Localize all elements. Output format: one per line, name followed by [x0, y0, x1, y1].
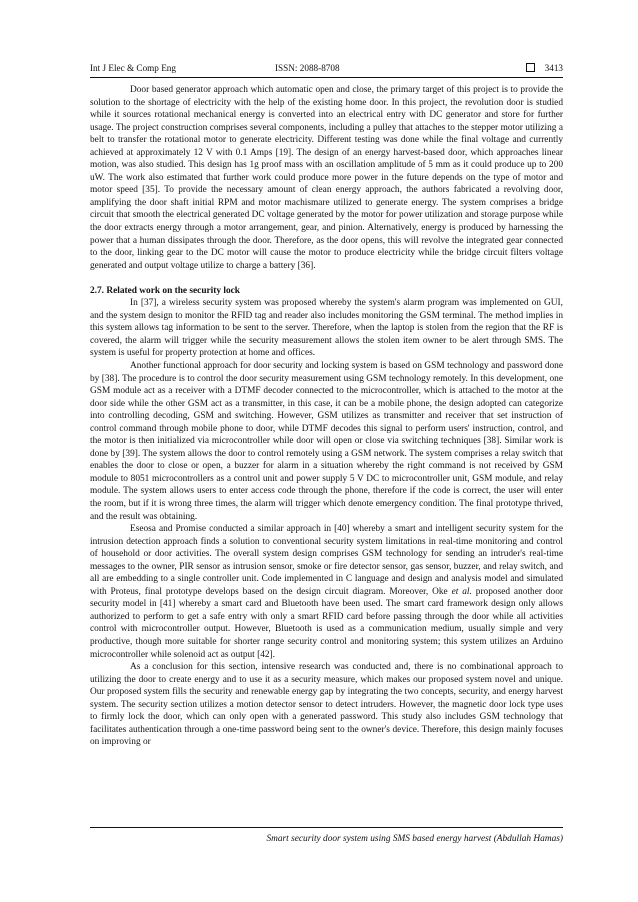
paragraph-text: proposed another door security model in [41] whereby a smart card and Bluetooth have been used. The smart card framework design only allows authorized to perform to get a safe entry with only a smart RFID card before passing through the door while all activities control with microcontroller output. However, Bluetooth is used as a communication medium, usually simple and very productive, though more suitable for shorter range security control and monitoring system; this system utilizes an Arduino microcontroller while solenoid act as output [42]. [90, 586, 563, 660]
checkbox-square-icon [526, 63, 535, 72]
article-body [90, 84, 563, 749]
issn-label: ISSN: 2088-8708 [275, 63, 340, 73]
paragraph-wireless-security: In [37], a wireless security system was proposed whereby the system's alarm program was implemented on GUI, and the system design to monitor the RFID tag and reader also includes monitoring the GSM terminal. The method implies in this system allows tag information to be sent to the server. Therefore, when the laptop is stolen from the region that the RF is covered, the alarm will trigger while the security measurement allows the stolen item owner to be alert through SMS. The system is useful for property protection at home and offices. [90, 298, 563, 359]
page-header [90, 60, 563, 76]
paragraph-text: Eseosa and Promise conducted a similar approach in [40] whereby a smart and intelligent security system for the intrusion detection approach finds a solution to conventional security system limitations in real-time monitoring and control of household or door activities. The overall system design comprises GSM technology for sending an intruder's real-time messages to the owner, PIR sensor as intrusion sensor, smoke or fire detector sensor, gas sensor, buzzer, and relay switch, and all are embedding to a single controller unit. Code implemented in C language and design and analysis model and simulated with Proteus, final prototype develops based on the design circuit diagram. Moreover, Oke [90, 524, 563, 597]
journal-name: Int J Elec & Comp Eng [90, 63, 176, 73]
section-heading: 2.7. Related work on the security lock [90, 285, 241, 296]
paragraph-gsm-password: Another functional approach for door security and locking system is based on GSM technology and password done by [38]. The procedure is to control the door security measurement using GSM technology remotely. In this development, one GSM module act as a receiver with a DTMF decoder connected to the microcontroller, which is attached to the motor at the door side while the other GSM act as a transmitter, in this case, it can be a mobile phone, the design adopted can categorize into controlling decoding, GSM and switching. However, GSM utilizes as transmitter and receiver that set instruction of control command through mobile phone to door, while DTMF decodes this signal to perform users' instruction, control, and the motor is then initialized via microcontroller while door will open or close via switching techniques [38]. Similar work is done by [39]. The system allows the door to control remotely using a GSM network. The system comprises a relay switch that enables the door to close or open, a buzzer for alarm in a situation whereby the right command is not received by GSM module to 8051 microcontrollers as a control unit and power supply 5 V DC to microcontroller unit, GSM module, and relay module. The system allows users to enter access code through the phone, therefore if the code is correct, the user will enter the room, but if it is wrong three times, the alarm will trigger which denote emergency condition. The final prototype thrived, and the result was obtaining. [90, 360, 563, 522]
paragraph-door-generator: Door based generator approach which automatic open and close, the primary target of this project is to provide the solution to the shortage of electricity with the help of the existing home door. In this project, the revolution door is studied while it sources rotational mechanical energy is converted into an electrical entry with DC generator and store for further usage. The project construction comprises several components, including a pulley that attaches to the stepper motor utilizing a belt to transfer the rotational motor to generate electricity. Different testing was done while the final voltage and currently achieved at approximately 12 V with 0.1 Amps [19]. The design of an energy harvest-based door, which approaches linear motion, was also studied. This design has 1g proof mass with an oscillation amplitude of 5 mm as it could produce up to 200 uW. The work also estimated that further work could produce more power in the future depends on the type of motor and motor speed [35]. To provide the necessary amount of clean energy approach, the authors fabricated a revolving door, amplifying the door shaft initial RPM and motor machismare utilized to generate energy. The system comprises a bridge circuit that smooth the electrical generated DC voltage generated by the motor for power utilization and storage purpose while the door extracts energy through a motor arrangement, gear, and pinion. Alternatively, energy is produced by harnessing the power that a human dissipates through the door. Therefore, as the door opens, this will revolve the integrated gear connected to the door, linking gear to the DC motor will cause the motor to produce electricity while the bridge circuit filters voltage generated and output voltage utilize to charge a battery [36]. [90, 85, 563, 271]
paragraph-conclusion: As a conclusion for this section, intensive research was conducted and, there is no combinational approach to utilizing the door to create energy and to use it as a security measure, which makes our proposed system novel and unique. Our proposed system fills the security and renewable energy gap by integrating the two concepts, security, and energy harvest system. The security section utilizes a motion detector sensor to detect intruders. However, the magnetic door lock type uses to firmly lock the door, which can only open with a generated password. This study also includes GSM technology that facilitates authentication through a one-time password being sent to the owner's device. Therefore, this design mainly focuses on improving or [90, 662, 563, 748]
footer-rule [90, 827, 563, 828]
italic-et-al: et al. [451, 586, 472, 597]
paragraph-intrusion-detection [90, 523, 563, 661]
running-footer: Smart security door system using SMS based energy harvest (Abdullah Hamas) [266, 834, 563, 844]
page-number-value: 3413 [544, 63, 563, 73]
header-rule [90, 77, 563, 78]
page-number [526, 60, 563, 76]
